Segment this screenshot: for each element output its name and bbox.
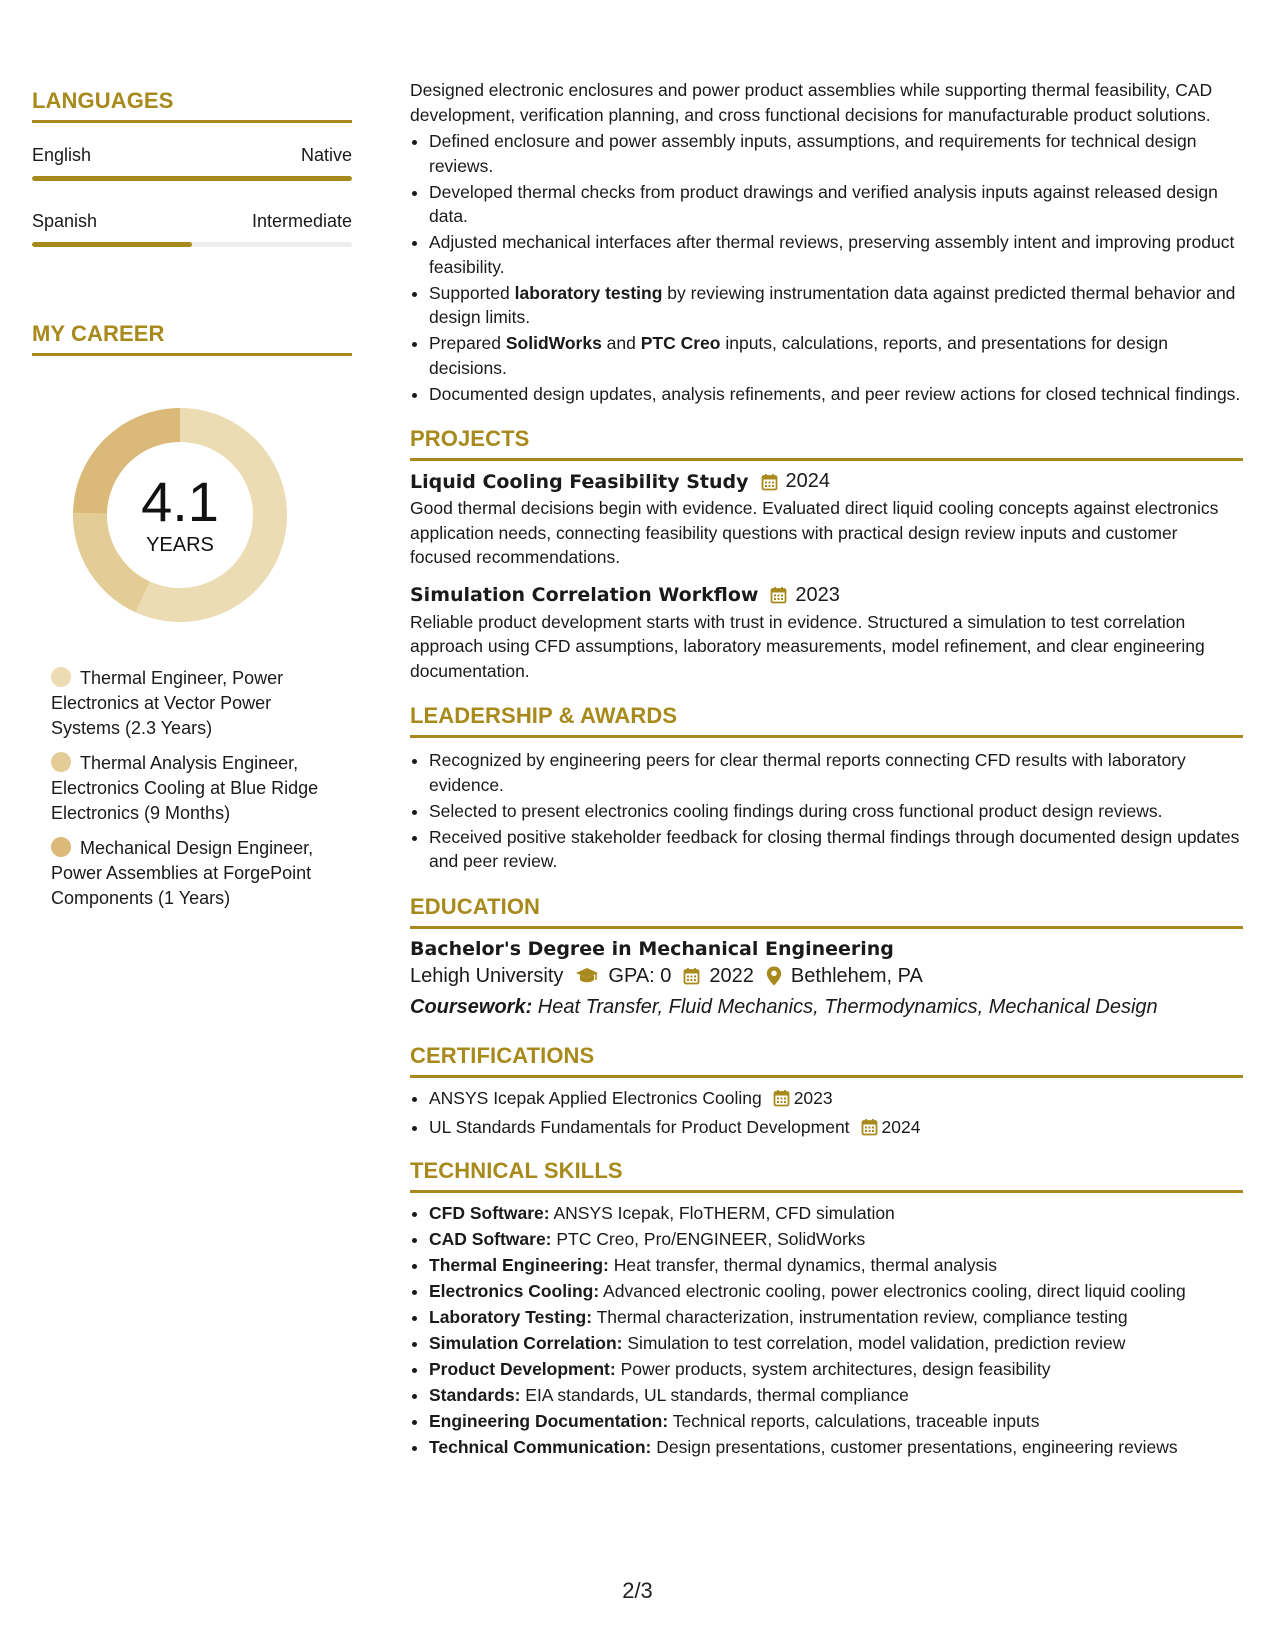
page-number: 2/3 [622,1578,653,1603]
skills-title: TECHNICAL SKILLS [410,1158,1243,1193]
education-location: Bethlehem, PA [790,964,923,987]
skill-item [429,1253,1243,1278]
experience-bullet [429,281,1243,330]
career-legend-item [51,666,326,741]
education-school: Lehigh University [410,964,564,987]
location-pin-icon [766,966,782,986]
certification-year: 2024 [881,1116,921,1137]
legend-dot [51,667,71,687]
experience-bullets [410,129,1243,406]
career-legend-item [51,751,326,826]
career-role-text: Thermal Analysis Engineer, Electronics Cooling at Blue Ridge Electronics (9 Months) [51,753,319,823]
graduation-cap-icon [575,967,599,985]
language-bar-fill [32,176,352,181]
experience-bullet [429,331,1243,380]
project-year: 2024 [785,470,831,492]
coursework-list: Heat Transfer, Fluid Mechanics, Thermodynamics, Mechanical Design [532,995,1158,1018]
skill-value: PTC Creo, Pro/ENGINEER, SolidWorks [551,1229,866,1249]
skill-label: CAD Software: [429,1229,552,1249]
skill-value: ANSYS Icepak, FloTHERM, CFD simulation [549,1203,895,1223]
skill-label: Laboratory Testing: [429,1307,593,1327]
experience-summary: Designed electronic enclosures and power product assemblies while supporting thermal feasibility, CAD development, verification planning, and cross functional decisions for manufacturable product solutions. [410,80,1213,125]
skill-item [429,1201,1243,1226]
career-role-text: Thermal Engineer, Power Electronics at Vector Power Systems (2.3 Years) [51,668,284,738]
certification-item [429,1086,1243,1114]
calendar-icon [761,473,778,491]
donut-center [65,472,295,557]
experience-bullet: • Adjusted mechanical interfaces after thermal reviews, preserving assembly intent and improving product feasibility. [429,230,1243,279]
skill-value: Heat transfer, thermal dynamics, thermal analysis [608,1255,997,1275]
bullet-text: Supported [429,282,515,303]
project-heading [410,584,1243,607]
skill-value: Advanced electronic cooling, power electronics cooling, direct liquid cooling [599,1281,1186,1301]
education-year: 2022 [709,964,754,987]
bullet-bold-text: laboratory testing [514,282,663,303]
coursework-label: Coursework: [410,995,533,1018]
language-bar-fill [32,242,192,247]
skills-section [410,1158,1243,1460]
leadership-list [410,748,1243,874]
project-description: Good thermal decisions begin with evidence. Evaluated direct liquid cooling concepts against electronics application needs, connecting feasibility questions with practical design review inputs and customer focused recommendations. [410,498,1219,567]
skill-label: Thermal Engineering: [429,1255,609,1275]
education-gpa: GPA: 0 [608,964,672,987]
certifications-list [410,1086,1243,1143]
career-legend [51,666,326,911]
skill-label: Technical Communication: [429,1437,652,1457]
legend-dot [51,752,71,772]
calendar-icon [773,1091,790,1111]
career-donut-chart [65,400,295,630]
bullet-bold-text: PTC Creo [640,333,721,353]
language-name: English [32,145,92,165]
education-degree: Bachelor's Degree in Mechanical Engineering [410,937,894,960]
right-column [410,78,1243,1461]
language-bar [32,176,352,181]
skill-label: CFD Software: [429,1203,550,1223]
languages-title: LANGUAGES [32,88,352,123]
skill-label: Product Development: [429,1359,616,1379]
skill-item [429,1279,1243,1304]
skill-value: Power products, system architectures, design feasibility [615,1359,1051,1379]
bullet-text: Prepared [429,333,506,353]
legend-dot [51,837,71,857]
experience-bullet: • Developed thermal checks from product drawings and verified analysis inputs against released design data. [429,180,1243,229]
project-name: Liquid Cooling Feasibility Study [410,470,749,493]
skill-value: EIA standards, UL standards, thermal compliance [520,1385,909,1405]
projects-title: PROJECTS [410,426,1243,461]
leadership-item: • Received positive stakeholder feedback for closing thermal findings through documented design updates and peer review. [429,825,1243,874]
career-legend-item [51,836,326,911]
projects-section [410,426,1243,683]
skill-value: Simulation to test correlation, model validation, prediction review [622,1333,1126,1353]
skill-value: Design presentations, customer presentations, engineering reviews [651,1437,1178,1457]
project-description: Reliable product development starts with trust in evidence. Structured a simulation to test correlation approach using CFD assumptions, laboratory measurements, model refinement, and clear engineering documentation. [410,611,1205,681]
language-level: Intermediate [251,211,352,231]
bullet-text: and [601,333,641,353]
language-item [32,145,352,181]
skill-item [429,1227,1243,1252]
calendar-icon [861,1120,878,1140]
skill-label: Simulation Correlation: [429,1333,623,1353]
education-coursework [410,996,1243,1019]
bullet-text: by reviewing instrumentation data against predicted thermal behavior and design limits. [429,282,1236,327]
certification-name: ANSYS Icepak Applied Electronics Cooling [429,1087,762,1108]
certifications-title: CERTIFICATIONS [410,1043,1243,1078]
project-year: 2023 [795,583,840,606]
project-name: Simulation Correlation Workflow [410,584,759,606]
leadership-section [410,703,1243,874]
certification-name: UL Standards Fundamentals for Product Development [429,1116,850,1137]
certification-item [429,1115,1243,1143]
language-item [32,211,352,247]
leadership-item: • Recognized by engineering peers for clear thermal reports connecting CFD results with laboratory evidence. [429,748,1243,797]
education-section [410,894,1243,1019]
skill-label: Electronics Cooling: [429,1281,600,1301]
education-title: EDUCATION [410,894,1243,929]
experience-bullet: • Defined enclosure and power assembly inputs, assumptions, and requirements for technical design reviews. [429,129,1243,178]
career-total-years: 4.1 [141,470,219,533]
skill-value: Technical reports, calculations, traceable inputs [668,1411,1040,1431]
skill-item [429,1331,1243,1356]
skill-label: Standards: [429,1385,521,1405]
language-name: Spanish [32,211,98,231]
calendar-icon [770,586,787,604]
education-details [410,965,1243,988]
project-heading [410,470,1243,493]
leadership-title: LEADERSHIP & AWARDS [410,703,1243,738]
skill-label: Engineering Documentation: [429,1411,669,1431]
certifications-section [410,1043,1243,1143]
language-bar [32,242,352,247]
certification-year: 2023 [793,1087,833,1108]
career-role-text: Mechanical Design Engineer, Power Assemblies at ForgePoint Components (1 Years) [51,838,314,908]
bullet-bold-text: SolidWorks [505,333,602,353]
bullet-text: inputs, calculations, reports, and presentations for design decisions. [429,333,1168,378]
language-level: Native [300,145,352,165]
skill-item [429,1435,1243,1460]
career-total-unit: YEARS [146,534,214,556]
calendar-icon [683,967,700,985]
skill-item [429,1357,1243,1382]
skill-item [429,1409,1243,1434]
career-title: MY CAREER [32,321,352,356]
leadership-item: • Selected to present electronics cooling findings during cross functional product design reviews. [429,799,1243,824]
skill-value: Thermal characterization, instrumentation review, compliance testing [592,1307,1128,1327]
skills-list [410,1201,1243,1460]
skill-item [429,1305,1243,1330]
experience-bullet: • Documented design updates, analysis refinements, and peer review actions for closed technical findings. [429,382,1243,407]
skill-item [429,1383,1243,1408]
left-column [32,88,352,921]
